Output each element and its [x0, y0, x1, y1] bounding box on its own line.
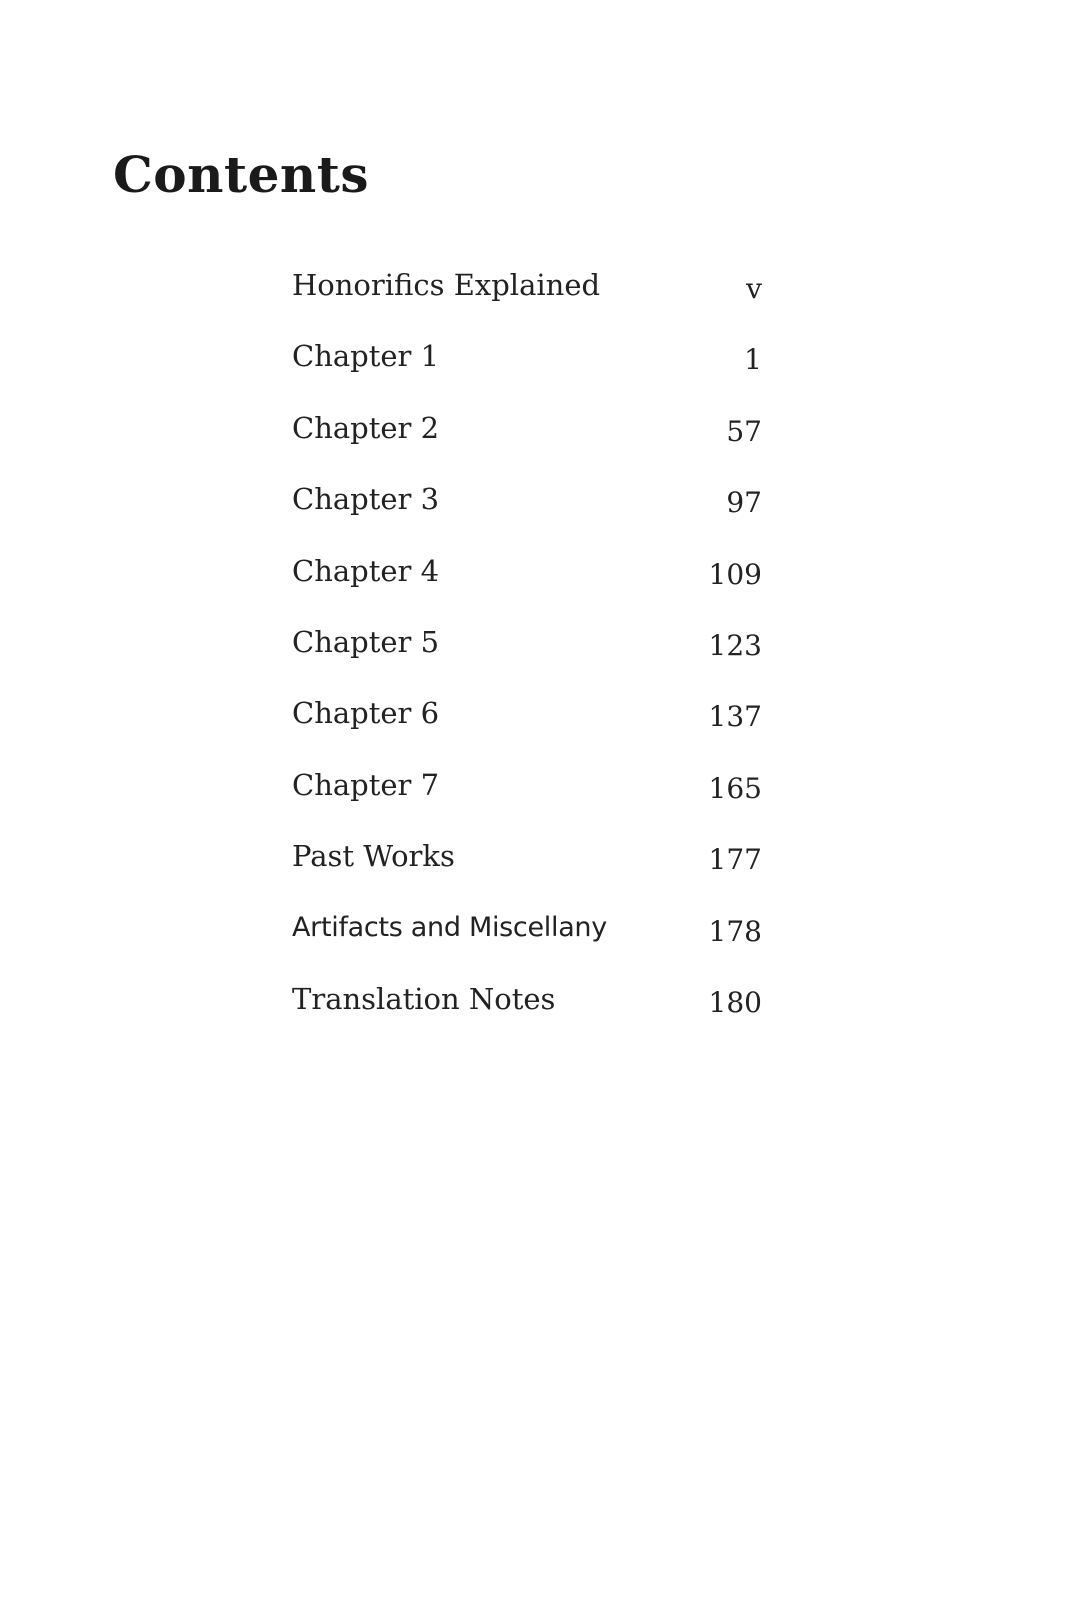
toc-entry-page: 137 — [708, 700, 762, 734]
toc-entry-artifacts-and-miscellany[interactable] — [292, 913, 772, 984]
toc-entry-title: Chapter 2 — [292, 410, 440, 445]
table-of-contents — [292, 270, 772, 1055]
toc-entry-page: 178 — [708, 914, 762, 948]
toc-entry-honorifics-explained[interactable] — [292, 270, 772, 341]
toc-entry-title: Chapter 6 — [292, 696, 440, 731]
toc-entry-chapter-2[interactable] — [292, 410, 772, 484]
toc-entry-past-works[interactable] — [292, 841, 772, 912]
toc-entry-title: Chapter 4 — [292, 553, 440, 588]
toc-entry-title: Chapter 5 — [292, 624, 440, 659]
toc-entry-title: Chapter 1 — [292, 339, 440, 374]
toc-entry-page: 109 — [708, 557, 762, 591]
toc-entry-chapter-4[interactable] — [292, 553, 772, 627]
toc-entry-chapter-7[interactable] — [292, 767, 772, 841]
toc-entry-page: 57 — [726, 414, 762, 448]
toc-entry-page: 1 — [744, 343, 762, 377]
toc-entry-title: Chapter 3 — [292, 482, 440, 517]
toc-entry-page: v — [746, 272, 762, 305]
page-title: Contents — [113, 145, 370, 204]
toc-entry-title: Past Works — [292, 839, 455, 874]
toc-entry-title: Translation Notes — [292, 981, 556, 1016]
toc-entry-page: 123 — [708, 628, 762, 662]
toc-entry-title: Artifacts and Miscellany — [292, 911, 607, 943]
toc-entry-translation-notes[interactable] — [292, 981, 772, 1055]
toc-entry-page: 97 — [726, 486, 762, 520]
toc-entry-page: 180 — [708, 985, 762, 1019]
toc-entry-chapter-5[interactable] — [292, 624, 772, 698]
toc-entry-page: 177 — [708, 843, 762, 877]
toc-entry-chapter-6[interactable] — [292, 698, 772, 769]
toc-entry-page: 165 — [708, 771, 762, 805]
toc-entry-title: Honorifics Explained — [292, 268, 601, 302]
toc-entry-chapter-3[interactable] — [292, 484, 772, 555]
toc-entry-title: Chapter 7 — [292, 767, 440, 802]
toc-entry-chapter-1[interactable] — [292, 341, 772, 412]
